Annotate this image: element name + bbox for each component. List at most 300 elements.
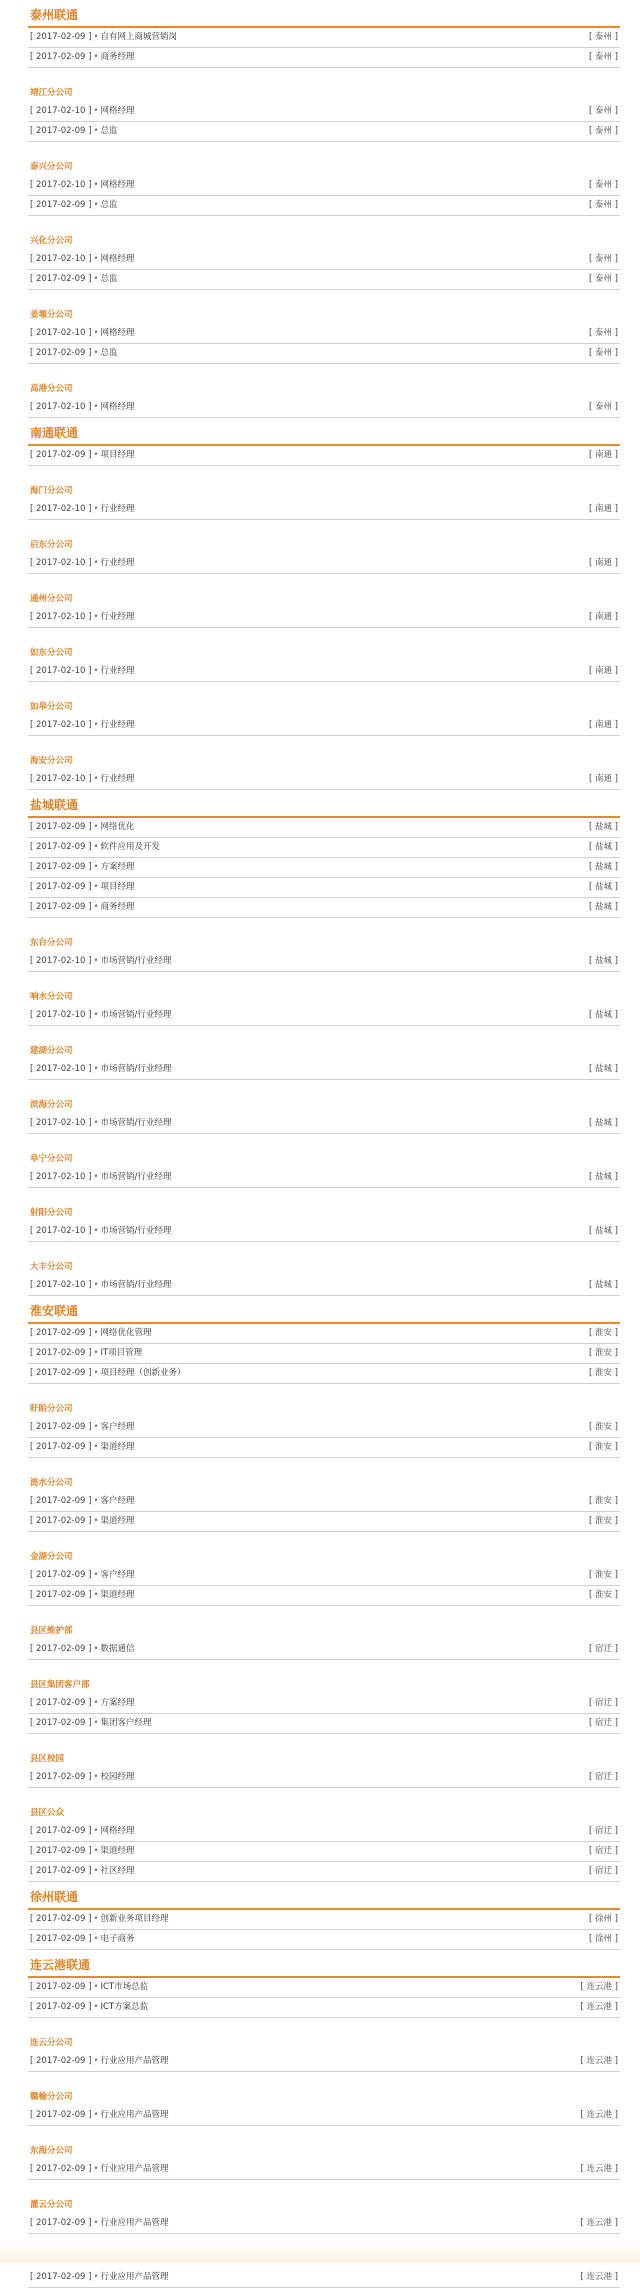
job-city: [ 泰州 ]: [588, 106, 618, 116]
job-row-left: [30, 2268, 168, 2287]
region-header: [28, 794, 620, 818]
job-title-link[interactable]: 行业经理: [100, 504, 135, 514]
job-row[interactable]: [28, 1512, 620, 1532]
job-date: [ 2017-02-10 ]: [30, 254, 92, 264]
branch-header: [28, 142, 620, 176]
job-row[interactable]: [28, 770, 620, 790]
job-row[interactable]: [28, 1060, 620, 1080]
job-title-link[interactable]: 电子商务: [100, 1934, 135, 1944]
job-row[interactable]: [28, 324, 620, 344]
job-row[interactable]: [28, 2106, 620, 2126]
branch-title: 兴化分公司: [30, 236, 73, 246]
job-date: [ 2017-02-09 ]: [30, 450, 92, 460]
job-city: [ 南通 ]: [588, 504, 618, 514]
branch-title: 泰兴分公司: [30, 162, 73, 172]
job-row[interactable]: [28, 1222, 620, 1242]
job-date: [ 2017-02-10 ]: [30, 558, 92, 568]
job-row-left: [30, 1978, 148, 1997]
job-row[interactable]: [28, 1768, 620, 1788]
job-row-left: [30, 176, 134, 195]
job-date: [ 2017-02-09 ]: [30, 1846, 92, 1856]
job-date: [ 2017-02-09 ]: [30, 1914, 92, 1924]
job-row[interactable]: [28, 1276, 620, 1296]
job-row-left: [30, 952, 171, 971]
job-date: [ 2017-02-10 ]: [30, 1226, 92, 1236]
job-row-left: [30, 344, 117, 363]
job-date: [ 2017-02-09 ]: [30, 126, 92, 136]
bullet-dot-icon: •: [93, 32, 99, 42]
job-city: [ 连云港 ]: [580, 2218, 618, 2228]
job-city: [ 南通 ]: [588, 558, 618, 568]
job-city: [ 南通 ]: [588, 666, 618, 676]
job-row[interactable]: [28, 1862, 620, 1882]
bullet-dot-icon: •: [93, 254, 99, 264]
branch-header: [28, 216, 620, 250]
job-title-link[interactable]: 渠道经理: [100, 1516, 135, 1526]
job-row[interactable]: [28, 1006, 620, 1026]
job-title-link[interactable]: 商务经理: [100, 52, 135, 62]
job-row-left: [30, 270, 117, 289]
job-title-link[interactable]: 项目经理: [100, 882, 135, 892]
region-header: [28, 1886, 620, 1910]
bullet-dot-icon: •: [93, 2002, 99, 2012]
branch-title: 姜堰分公司: [30, 310, 73, 320]
job-city: [ 泰州 ]: [588, 32, 618, 42]
job-title-link[interactable]: 渠道经理: [100, 1590, 135, 1600]
job-title-link[interactable]: 软件应用及开发: [100, 842, 160, 852]
job-date: [ 2017-02-09 ]: [30, 1772, 92, 1782]
job-row[interactable]: [28, 122, 620, 142]
job-row[interactable]: [28, 446, 620, 466]
job-row[interactable]: [28, 858, 620, 878]
job-title-link[interactable]: 网络优化: [100, 822, 135, 832]
job-city: [ 盐城 ]: [588, 842, 618, 852]
region-title: 徐州联通: [30, 1890, 79, 1904]
job-city: [ 淮安 ]: [588, 1590, 618, 1600]
job-row-left: [30, 662, 134, 681]
branch-title: 滨海分公司: [30, 1100, 73, 1110]
page-footer-band: [0, 2241, 640, 2263]
job-row-left: [30, 838, 160, 857]
job-title-link[interactable]: 客户经理: [100, 1496, 135, 1506]
job-title-link[interactable]: 市场营销/行业经理: [100, 1064, 172, 1074]
region-section: [28, 1954, 620, 2288]
job-title-link[interactable]: 行业经理: [100, 666, 135, 676]
job-row[interactable]: [28, 818, 620, 838]
job-date: [ 2017-02-09 ]: [30, 1328, 92, 1338]
bullet-dot-icon: •: [93, 902, 99, 912]
job-row[interactable]: [28, 176, 620, 196]
job-row[interactable]: [28, 1930, 620, 1950]
bullet-dot-icon: •: [93, 1866, 99, 1876]
job-row[interactable]: [28, 28, 620, 48]
job-title-link[interactable]: 行业经理: [100, 774, 135, 784]
bullet-dot-icon: •: [93, 1718, 99, 1728]
job-title-link[interactable]: 总监: [100, 126, 118, 136]
branch-title: 县区公众: [30, 1808, 65, 1818]
job-title-link[interactable]: 网格经理: [100, 180, 135, 190]
bullet-dot-icon: •: [93, 1934, 99, 1944]
job-title-link[interactable]: 网格经理: [100, 1826, 135, 1836]
bullet-dot-icon: •: [93, 1826, 99, 1836]
job-row[interactable]: [28, 270, 620, 290]
job-row[interactable]: [28, 1910, 620, 1930]
job-date: [ 2017-02-09 ]: [30, 2164, 92, 2174]
job-row-left: [30, 446, 134, 465]
job-row-left: [30, 500, 134, 519]
job-title-link[interactable]: 行业应用产品管理: [100, 2218, 169, 2228]
job-title-link[interactable]: 行业应用产品管理: [100, 2164, 169, 2174]
job-title-link[interactable]: 项目经理（创新业务）: [100, 1368, 186, 1378]
job-row[interactable]: [28, 250, 620, 270]
job-title-link[interactable]: 校园经理: [100, 1772, 135, 1782]
job-row-left: [30, 122, 117, 141]
job-date: [ 2017-02-09 ]: [30, 1826, 92, 1836]
job-title-link[interactable]: 网格经理: [100, 328, 135, 338]
job-date: [ 2017-02-10 ]: [30, 106, 92, 116]
job-row-left: [30, 324, 134, 343]
job-date: [ 2017-02-09 ]: [30, 2272, 92, 2282]
branch-header: [28, 2018, 620, 2052]
bullet-dot-icon: •: [93, 1422, 99, 1432]
region-title: 南通联通: [30, 426, 79, 440]
branch-title: 金湖分公司: [30, 1552, 73, 1562]
branch-title: 赣榆分公司: [30, 2092, 73, 2102]
job-city: [ 泰州 ]: [588, 402, 618, 412]
branch-header: [28, 1188, 620, 1222]
job-row[interactable]: [28, 952, 620, 972]
branch-header: [28, 2180, 620, 2214]
region-section: [28, 794, 620, 1296]
job-city: [ 连云港 ]: [580, 2110, 618, 2120]
job-title-link[interactable]: IT项目管理: [100, 1348, 143, 1358]
job-title-link[interactable]: 网格经理: [100, 106, 135, 116]
job-city: [ 宿迁 ]: [588, 1826, 618, 1836]
job-row-left: [30, 898, 134, 917]
job-date: [ 2017-02-09 ]: [30, 2218, 92, 2228]
job-row[interactable]: [28, 1998, 620, 2018]
job-row[interactable]: [28, 1344, 620, 1364]
job-row-left: [30, 1930, 134, 1949]
region-section: [28, 1886, 620, 1950]
job-row[interactable]: [28, 2052, 620, 2072]
bullet-dot-icon: •: [93, 862, 99, 872]
branch-title: 靖江分公司: [30, 88, 73, 98]
bullet-dot-icon: •: [93, 666, 99, 676]
bullet-dot-icon: •: [93, 2110, 99, 2120]
job-date: [ 2017-02-10 ]: [30, 666, 92, 676]
branch-title: 大丰分公司: [30, 1262, 73, 1272]
job-date: [ 2017-02-09 ]: [30, 2002, 92, 2012]
job-row[interactable]: [28, 1438, 620, 1458]
job-city: [ 泰州 ]: [588, 274, 618, 284]
job-row[interactable]: [28, 878, 620, 898]
bullet-dot-icon: •: [93, 956, 99, 966]
job-row-left: [30, 196, 117, 215]
job-title-link[interactable]: 行业应用产品管理: [100, 2110, 169, 2120]
job-row[interactable]: [28, 898, 620, 918]
job-city: [ 淮安 ]: [588, 1368, 618, 1378]
job-title-link[interactable]: 市场营销/行业经理: [100, 1280, 172, 1290]
branch-header: [28, 1532, 620, 1566]
job-city: [ 泰州 ]: [588, 348, 618, 358]
branch-title: 县区校园: [30, 1754, 65, 1764]
job-title-link[interactable]: 创新业务项目经理: [100, 1914, 169, 1924]
job-row-left: [30, 1276, 171, 1295]
job-city: [ 盐城 ]: [588, 1118, 618, 1128]
job-city: [ 淮安 ]: [588, 1442, 618, 1452]
branch-header: [28, 628, 620, 662]
job-row[interactable]: [28, 196, 620, 216]
job-city: [ 淮安 ]: [588, 1328, 618, 1338]
job-row-left: [30, 1768, 134, 1787]
job-row[interactable]: [28, 1586, 620, 1606]
job-date: [ 2017-02-10 ]: [30, 1010, 92, 1020]
job-city: [ 淮安 ]: [588, 1496, 618, 1506]
job-row-left: [30, 1168, 171, 1187]
region-title: 盐城联通: [30, 798, 79, 812]
region-header: [28, 1954, 620, 1978]
job-city: [ 淮安 ]: [588, 1516, 618, 1526]
job-city: [ 南通 ]: [588, 612, 618, 622]
job-row[interactable]: [28, 2214, 620, 2234]
bullet-dot-icon: •: [93, 822, 99, 832]
job-row-left: [30, 1566, 134, 1585]
job-row[interactable]: [28, 1364, 620, 1384]
job-date: [ 2017-02-09 ]: [30, 2056, 92, 2066]
job-city: [ 泰州 ]: [588, 254, 618, 264]
job-row[interactable]: [28, 1978, 620, 1998]
job-title-link[interactable]: ICT方案总监: [100, 2002, 149, 2012]
job-title-link[interactable]: 网格经理: [100, 402, 135, 412]
job-row-left: [30, 1842, 134, 1861]
job-row[interactable]: [28, 1842, 620, 1862]
job-row[interactable]: [28, 1822, 620, 1842]
job-title-link[interactable]: 总监: [100, 348, 118, 358]
job-row[interactable]: [28, 500, 620, 520]
job-city: [ 泰州 ]: [588, 52, 618, 62]
job-city: [ 徐州 ]: [588, 1914, 618, 1924]
job-row[interactable]: [28, 1492, 620, 1512]
job-date: [ 2017-02-09 ]: [30, 902, 92, 912]
job-title-link[interactable]: 行业经理: [100, 558, 135, 568]
bullet-dot-icon: •: [93, 1846, 99, 1856]
job-city: [ 泰州 ]: [588, 328, 618, 338]
branch-title: 如皋分公司: [30, 702, 73, 712]
job-city: [ 宿迁 ]: [588, 1846, 618, 1856]
job-date: [ 2017-02-09 ]: [30, 1866, 92, 1876]
job-title-link[interactable]: 市场营销/行业经理: [100, 1010, 172, 1020]
job-row-left: [30, 250, 134, 269]
branch-title: 如东分公司: [30, 648, 73, 658]
job-title-link[interactable]: 项目经理: [100, 450, 135, 460]
job-city: [ 宿迁 ]: [588, 1644, 618, 1654]
job-row[interactable]: [28, 1324, 620, 1344]
job-title-link[interactable]: 社区经理: [100, 1866, 135, 1876]
job-city: [ 盐城 ]: [588, 1064, 618, 1074]
job-row-left: [30, 858, 134, 877]
job-row-left: [30, 48, 134, 67]
job-title-link[interactable]: 方案经理: [100, 1698, 135, 1708]
job-row-left: [30, 1862, 134, 1881]
job-row-left: [30, 1438, 134, 1457]
job-city: [ 连云港 ]: [580, 2164, 618, 2174]
job-date: [ 2017-02-10 ]: [30, 1172, 92, 1182]
job-row-left: [30, 716, 134, 735]
branch-header: [28, 1242, 620, 1276]
branch-header: [28, 972, 620, 1006]
bullet-dot-icon: •: [93, 1516, 99, 1526]
job-city: [ 盐城 ]: [588, 882, 618, 892]
branch-title: 射阳分公司: [30, 1208, 73, 1218]
job-city: [ 连云港 ]: [580, 2272, 618, 2282]
job-row[interactable]: [28, 554, 620, 574]
job-row[interactable]: [28, 608, 620, 628]
job-row-left: [30, 1006, 171, 1025]
bullet-dot-icon: •: [93, 1368, 99, 1378]
job-title-link[interactable]: 行业应用产品管理: [100, 2056, 169, 2066]
bullet-dot-icon: •: [93, 1644, 99, 1654]
bullet-dot-icon: •: [93, 720, 99, 730]
job-date: [ 2017-02-09 ]: [30, 1516, 92, 1526]
job-row[interactable]: [28, 716, 620, 736]
job-row[interactable]: [28, 1566, 620, 1586]
bullet-dot-icon: •: [93, 2218, 99, 2228]
branch-title: 阜宁分公司: [30, 1154, 73, 1164]
branch-header: [28, 1734, 620, 1768]
bullet-dot-icon: •: [93, 1982, 99, 1992]
branch-title: 县区集团客户部: [30, 1680, 90, 1690]
job-title-link[interactable]: 总监: [100, 200, 118, 210]
job-date: [ 2017-02-09 ]: [30, 348, 92, 358]
job-title-link[interactable]: 市场营销/行业经理: [100, 1226, 172, 1236]
job-date: [ 2017-02-09 ]: [30, 842, 92, 852]
job-row-left: [30, 102, 134, 121]
job-row-left: [30, 1114, 171, 1133]
region-header: [28, 1300, 620, 1324]
job-row-left: [30, 1640, 134, 1659]
job-date: [ 2017-02-10 ]: [30, 1280, 92, 1290]
branch-header: [28, 1660, 620, 1694]
job-title-link[interactable]: 客户经理: [100, 1570, 135, 1580]
job-date: [ 2017-02-10 ]: [30, 956, 92, 966]
job-row[interactable]: [28, 398, 620, 418]
region-title: 连云港联通: [30, 1958, 91, 1972]
job-title-link[interactable]: 网格经理: [100, 254, 135, 264]
job-row-left: [30, 608, 134, 627]
bullet-dot-icon: •: [93, 52, 99, 62]
job-row[interactable]: [28, 48, 620, 68]
branch-title: 涟水分公司: [30, 1478, 73, 1488]
job-date: [ 2017-02-09 ]: [30, 52, 92, 62]
job-row[interactable]: [28, 2160, 620, 2180]
job-row[interactable]: [28, 662, 620, 682]
bullet-dot-icon: •: [93, 1010, 99, 1020]
job-row[interactable]: [28, 1714, 620, 1734]
branch-title: 县区维护部: [30, 1626, 73, 1636]
job-row[interactable]: [28, 1640, 620, 1660]
branch-title: 海门分公司: [30, 486, 73, 496]
bullet-dot-icon: •: [93, 450, 99, 460]
branch-header: [28, 682, 620, 716]
job-title-link[interactable]: 方案经理: [100, 862, 135, 872]
job-row-left: [30, 2106, 168, 2125]
job-title-link[interactable]: 集团客户经理: [100, 1718, 152, 1728]
job-title-link[interactable]: 市场营销/行业经理: [100, 1172, 172, 1182]
bullet-dot-icon: •: [93, 200, 99, 210]
job-title-link[interactable]: 网络优化管理: [100, 1328, 152, 1338]
job-row[interactable]: [28, 1418, 620, 1438]
job-city: [ 泰州 ]: [588, 126, 618, 136]
job-date: [ 2017-02-09 ]: [30, 1934, 92, 1944]
job-title-link[interactable]: 行业经理: [100, 720, 135, 730]
job-row-left: [30, 1586, 134, 1605]
job-title-link[interactable]: 市场营销/行业经理: [100, 956, 172, 966]
job-row[interactable]: [28, 1168, 620, 1188]
branch-header: [28, 574, 620, 608]
job-row-left: [30, 1714, 151, 1733]
bullet-dot-icon: •: [93, 126, 99, 136]
branch-header: [28, 736, 620, 770]
bullet-dot-icon: •: [93, 1226, 99, 1236]
job-date: [ 2017-02-09 ]: [30, 200, 92, 210]
job-row[interactable]: [28, 1114, 620, 1134]
branch-title: 灌云分公司: [30, 2200, 73, 2210]
job-row[interactable]: [28, 838, 620, 858]
job-title-link[interactable]: 渠道经理: [100, 1442, 135, 1452]
job-date: [ 2017-02-10 ]: [30, 328, 92, 338]
job-title-link[interactable]: 行业经理: [100, 612, 135, 622]
job-row[interactable]: [28, 2268, 620, 2288]
bullet-dot-icon: •: [93, 1570, 99, 1580]
job-city: [ 泰州 ]: [588, 200, 618, 210]
job-city: [ 连云港 ]: [580, 2056, 618, 2066]
branch-title: 海安分公司: [30, 756, 73, 766]
region-title: 泰州联通: [30, 8, 79, 22]
job-date: [ 2017-02-09 ]: [30, 822, 92, 832]
job-row[interactable]: [28, 102, 620, 122]
job-title-link[interactable]: 行业应用产品管理: [100, 2272, 169, 2282]
job-row-left: [30, 2214, 168, 2233]
job-title-link[interactable]: ICT市场总监: [100, 1982, 149, 1992]
branch-header: [28, 2072, 620, 2106]
job-city: [ 泰州 ]: [588, 180, 618, 190]
job-date: [ 2017-02-09 ]: [30, 1644, 92, 1654]
job-row[interactable]: [28, 344, 620, 364]
job-title-link[interactable]: 自有网上商城营销岗: [100, 32, 177, 42]
region-section: [28, 1300, 620, 1882]
job-date: [ 2017-02-09 ]: [30, 32, 92, 42]
job-date: [ 2017-02-10 ]: [30, 180, 92, 190]
job-date: [ 2017-02-09 ]: [30, 1590, 92, 1600]
job-city: [ 南通 ]: [588, 450, 618, 460]
job-row-left: [30, 1222, 171, 1241]
job-row[interactable]: [28, 1694, 620, 1714]
job-row-left: [30, 1418, 134, 1437]
job-title-link[interactable]: 商务经理: [100, 902, 135, 912]
region-header: [28, 422, 620, 446]
branch-title: 响水分公司: [30, 992, 73, 1002]
job-city: [ 连云港 ]: [580, 2002, 618, 2012]
job-title-link[interactable]: 渠道经理: [100, 1846, 135, 1856]
job-city: [ 南通 ]: [588, 720, 618, 730]
job-listing-page: [28, 0, 620, 2288]
job-title-link[interactable]: 总监: [100, 274, 118, 284]
job-title-link[interactable]: 市场营销/行业经理: [100, 1118, 172, 1128]
job-date: [ 2017-02-10 ]: [30, 402, 92, 412]
job-title-link[interactable]: 客户经理: [100, 1422, 135, 1432]
job-title-link[interactable]: 数据通信: [100, 1644, 135, 1654]
